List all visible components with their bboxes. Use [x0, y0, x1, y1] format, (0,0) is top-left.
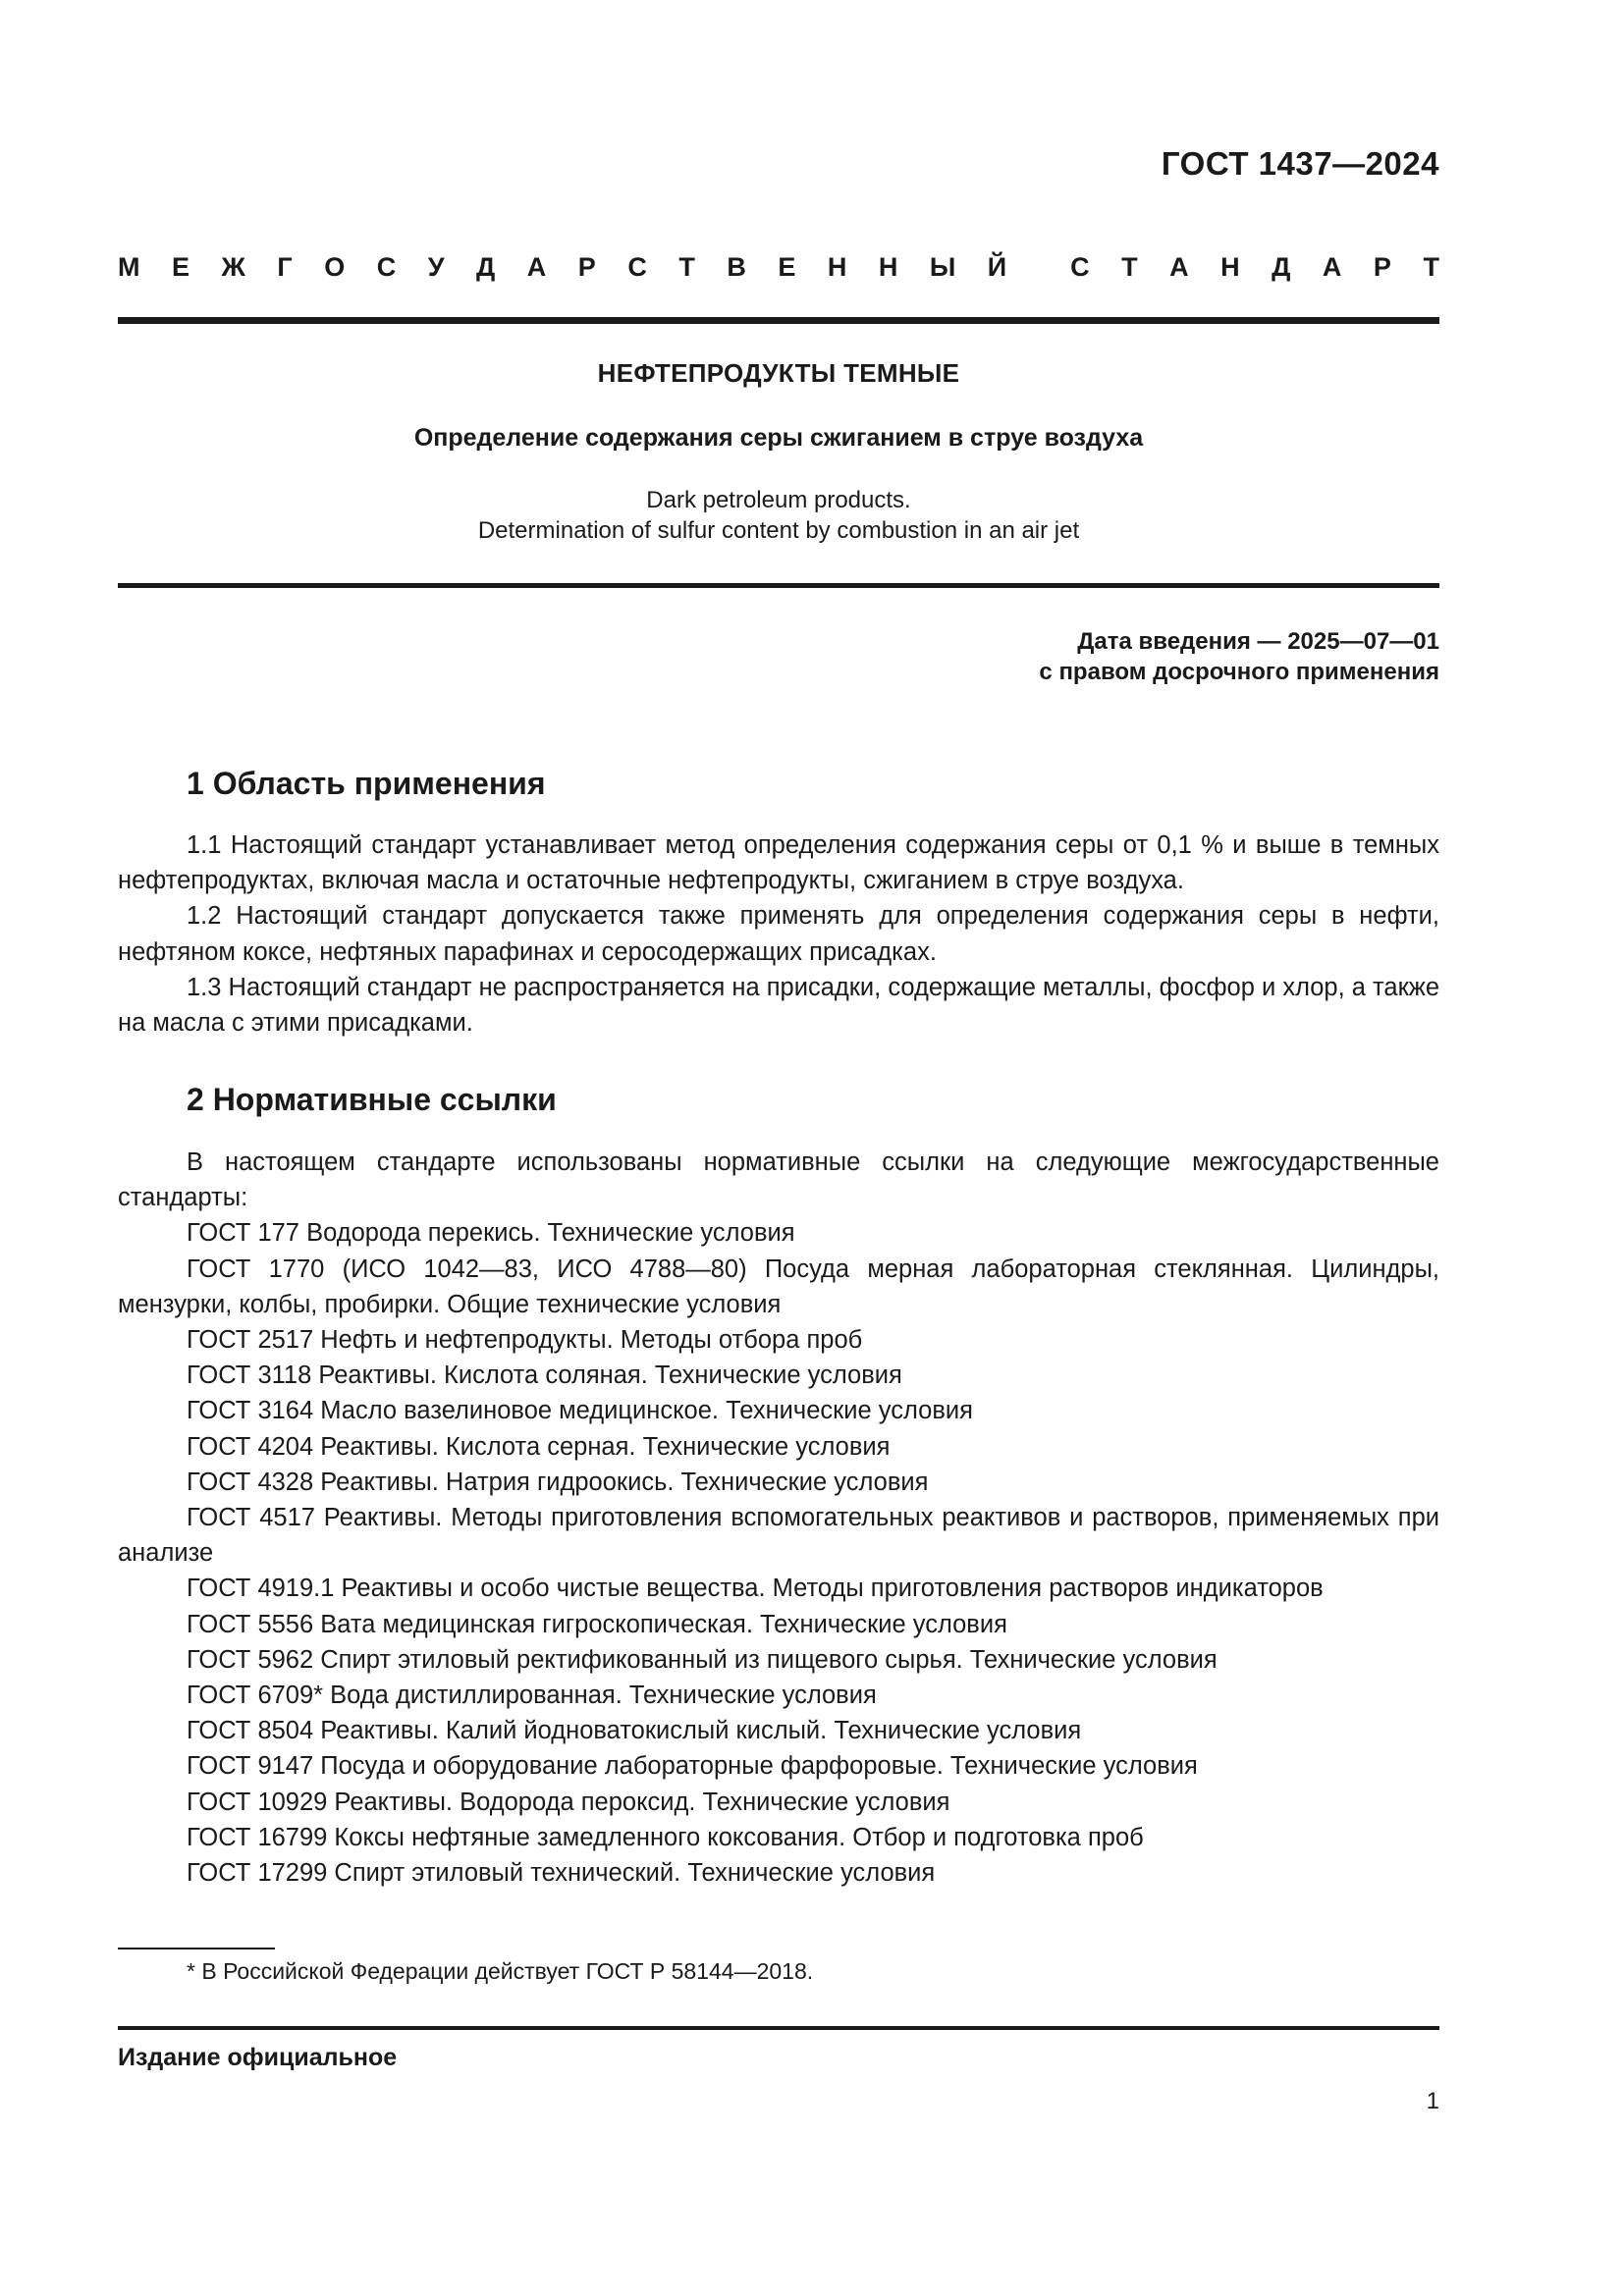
banner-letter: С [376, 252, 397, 282]
banner-letter: А [1322, 252, 1342, 282]
banner-letter: Т [1121, 252, 1138, 282]
reference-item: ГОСТ 2517 Нефть и нефтепродукты. Методы отбора проб [187, 1326, 863, 1355]
section-1-heading: 1 Область применения [187, 766, 546, 801]
banner-letter: Е [172, 252, 190, 282]
official-edition-label: Издание официальное [118, 2044, 398, 2071]
banner-letter: Н [878, 252, 898, 282]
english-title-line-1: Dark petroleum products. [646, 487, 911, 513]
banner-letter: О [324, 252, 346, 282]
reference-item: ГОСТ 1770 (ИСО 1042—83, ИСО 4788—80) Посуда мерная лабораторная стеклянная. Цилиндры, мензурки, колбы, пробирки. Общие технические условия [118, 1255, 1439, 1318]
footnote-divider [118, 1948, 275, 1949]
document-number: ГОСТ 1437—2024 [1161, 145, 1439, 182]
banner-letter: Ы [929, 252, 956, 282]
footnote: * В Российской Федерации действует ГОСТ Р 58144—2018. [187, 1958, 814, 1984]
reference-item: ГОСТ 10929 Реактивы. Водорода пероксид. Технические условия [187, 1788, 950, 1816]
clause-1-2: 1.2 Настоящий стандарт допускается также применять для определения содержания серы в нефти, нефтяном коксе, нефтяных парафинах и серосодержащих присадках. [118, 902, 1439, 966]
banner-letter: Д [476, 252, 496, 282]
section-1-body [118, 828, 1439, 1041]
references-list [118, 1215, 1439, 1891]
banner-letter: Й [987, 252, 1007, 282]
banner-letter: Е [778, 252, 796, 282]
references-intro: В настоящем стандарте использованы нормативные ссылки на следующие межгосударственные стандарты: [118, 1148, 1439, 1212]
english-title [118, 485, 1439, 546]
introduction-date: Дата введения — 2025—07—01 [1077, 628, 1439, 655]
document-title: НЕФТЕПРОДУКТЫ ТЕМНЫЕ [597, 358, 960, 388]
clause-1-3: 1.3 Настоящий стандарт не распространяется на присадки, содержащие металлы, фосфор и хлор, а также на масла с этими присадками. [118, 973, 1440, 1038]
reference-item: ГОСТ 3118 Реактивы. Кислота соляная. Технические условия [187, 1362, 902, 1390]
banner-letter: С [1070, 252, 1090, 282]
reference-item: ГОСТ 5556 Вата медицинская гигроскопическая. Технические условия [187, 1610, 1007, 1638]
reference-item: ГОСТ 4919.1 Реактивы и особо чистые вещества. Методы приготовления растворов индикаторов [187, 1575, 1324, 1603]
banner-letter: М [118, 252, 140, 282]
banner-letter: Р [1373, 252, 1391, 282]
reference-item: ГОСТ 8504 Реактивы. Калий йодноватокислый кислый. Технические условия [187, 1717, 1082, 1745]
banner-letter: Ж [221, 252, 245, 282]
banner-letter: Т [1423, 252, 1439, 282]
reference-item: ГОСТ 177 Водорода перекись. Технические условия [187, 1219, 795, 1248]
reference-item: ГОСТ 16799 Коксы нефтяные замедленного коксования. Отбор и подготовка проб [187, 1823, 1144, 1851]
early-application-note: с правом досрочного применения [1039, 659, 1439, 685]
reference-item: ГОСТ 9147 Посуда и оборудование лабораторные фарфоровые. Технические условия [187, 1752, 1198, 1781]
introduction-date-block [1039, 626, 1439, 687]
banner-letter: Т [678, 252, 695, 282]
banner-letter: Д [1272, 252, 1291, 282]
reference-item: ГОСТ 4328 Реактивы. Натрия гидроокись. Технические условия [187, 1468, 929, 1496]
reference-item: ГОСТ 6709* Вода дистиллированная. Технические условия [187, 1682, 877, 1710]
banner-letter: В [727, 252, 746, 282]
banner-letter: Р [577, 252, 596, 282]
document-subtitle: Определение содержания серы сжиганием в струе воздуха [413, 424, 1144, 452]
banner-letter: У [427, 252, 445, 282]
clause-1-1: 1.1 Настоящий стандарт устанавливает метод определения содержания серы от 0,1 % и выше в темных нефтепродуктах, включая масла и остаточные нефтепродукты, сжиганием в струе воздуха. [118, 831, 1439, 895]
english-title-line-2: Determination of sulfur content by combustion in an air jet [477, 517, 1080, 544]
section-2-body [118, 1145, 1439, 1891]
reference-item: ГОСТ 17299 Спирт этиловый технический. Технические условия [187, 1859, 936, 1888]
banner-letter: Н [1220, 252, 1240, 282]
banner-letter: С [627, 252, 647, 282]
page-number: 1 [1426, 2088, 1439, 2114]
banner-letter: Н [827, 252, 847, 282]
banner-letter: Г [277, 252, 293, 282]
section-2-heading: 2 Нормативные ссылки [187, 1082, 557, 1117]
reference-item: ГОСТ 3164 Масло вазелиновое медицинское. Технические условия [187, 1397, 973, 1425]
title-divider [118, 583, 1439, 588]
banner-letter: А [1169, 252, 1189, 282]
top-divider [118, 317, 1439, 324]
footer-divider [118, 2026, 1439, 2030]
reference-item: ГОСТ 4517 Реактивы. Методы приготовления вспомогательных реактивов и растворов, применяемых при анализе [118, 1504, 1439, 1568]
reference-item: ГОСТ 4204 Реактивы. Кислота серная. Технические условия [187, 1432, 891, 1461]
reference-item: ГОСТ 5962 Спирт этиловый ректификованный из пищевого сырья. Технические условия [187, 1645, 1218, 1674]
banner-letter: А [526, 252, 547, 282]
standard-type-banner [118, 252, 1439, 283]
